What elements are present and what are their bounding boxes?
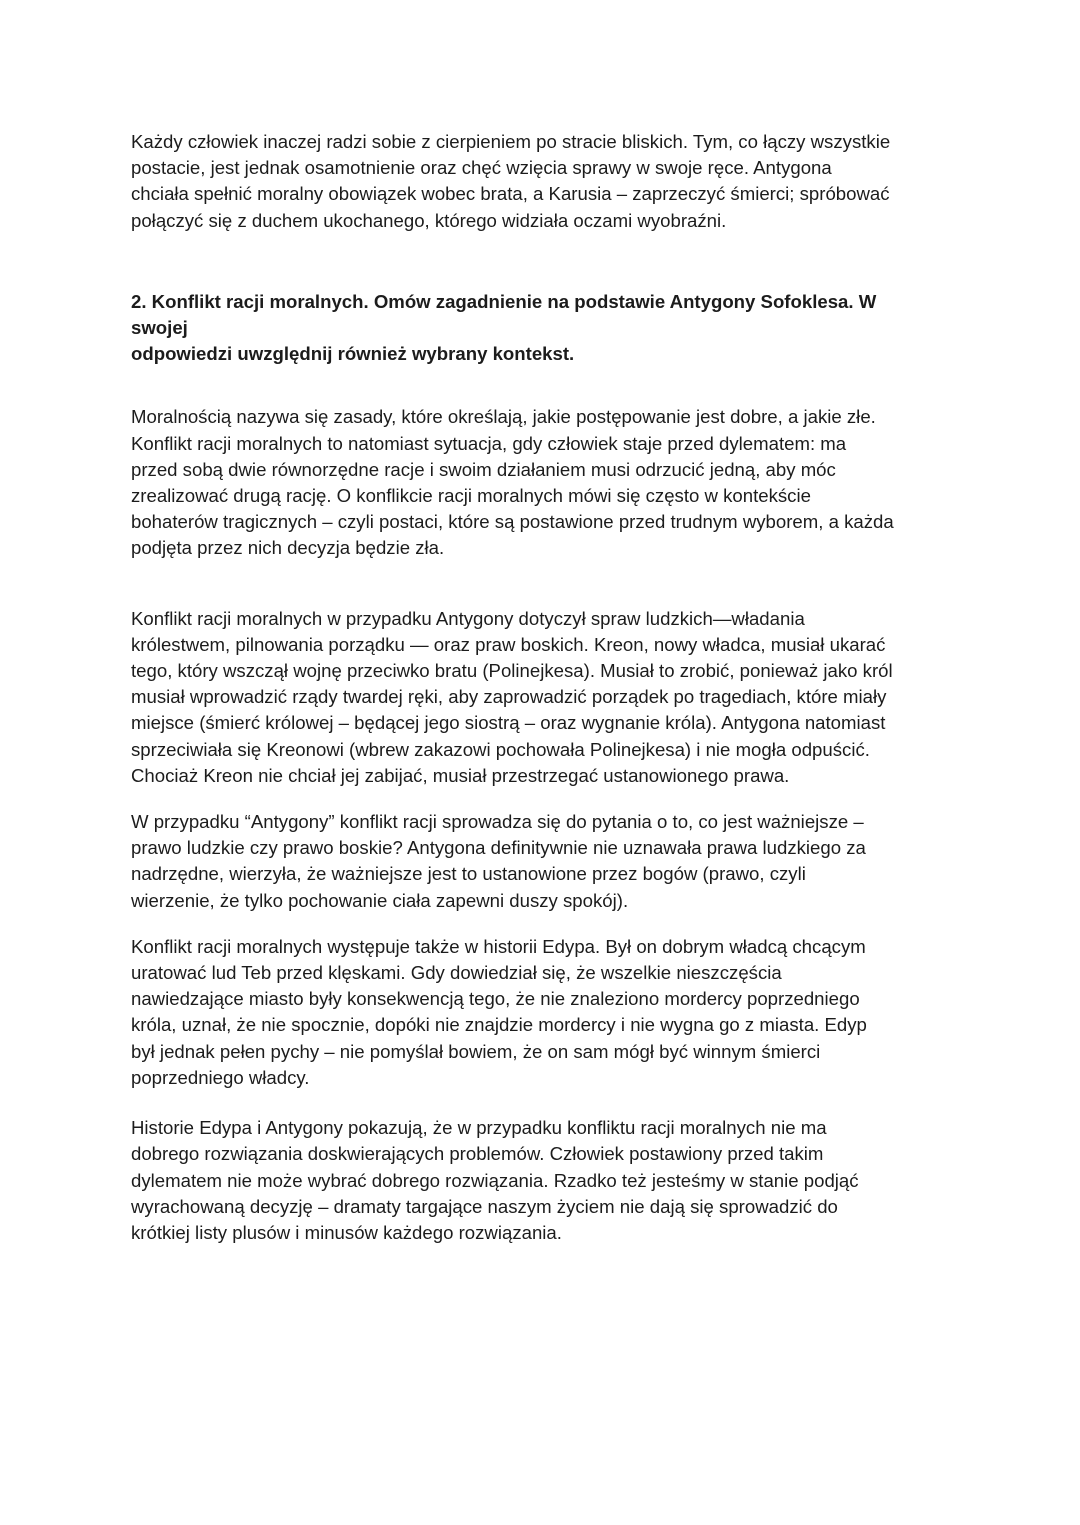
text-line: prawo ludzkie czy prawo boskie? Antygona definitywnie nie uznawała prawa ludzkiego za [131,837,866,859]
text-line: Każdy człowiek inaczej radzi sobie z cierpieniem po stracie bliskich. Tym, co łączy wszystkie [131,131,891,152]
text-line: tego, który wszczął wojnę przeciwko bratu (Polinejkesa). Musiał to zrobić, ponieważ jako król [131,660,893,682]
text-line: nawiedzające miasto były konsekwencją tego, że nie znaleziono mordercy poprzedniego [131,988,860,1010]
section-heading [131,289,961,368]
text-line: sprzeciwiała się Kreonowi (wbrew zakazowi pochowała Polinejkesa) i nie mogła odpuścić. [131,738,870,760]
text-line: bohaterów tragicznych – czyli postaci, które są postawione przed trudnym wyborem, a każda [131,511,894,533]
edyp-paragraph [131,934,961,1091]
text-line: połączyć się z duchem ukochanego, którego widziała oczami wyobraźni. [131,209,727,231]
text-line: postacie, jest jednak osamotnienie oraz chęć wzięcia sprawy w swoje ręce. Antygona [131,157,832,179]
text-line: królestwem, pilnowania porządku — oraz praw boskich. Kreon, nowy władca, musiał ukarać [131,633,886,655]
text-line: poprzedniego władcy. [131,1066,310,1088]
definition-paragraph [131,404,961,561]
conclusion-paragraph [131,1115,961,1246]
text-line: Historie Edypa i Antygony pokazują, że w przypadku konfliktu racji moralnych nie ma [131,1117,827,1139]
text-line: był jednak pełen pychy – nie pomyślał bowiem, że on sam mógł być winnym śmierci [131,1040,821,1062]
text-line: Konflikt racji moralnych występuje także w historii Edypa. Był on dobrym władcą chcącym [131,935,866,957]
text-line: przed sobą dwie równorzędne racje i swoim działaniem musi odrzucić jedną, aby móc [131,458,836,480]
document-body [131,129,961,1246]
heading-line: swojej [131,317,188,339]
text-line: zrealizować drugą rację. O konflikcie racji moralnych mówi się często w kontekście [131,485,811,507]
text-line: chciała spełnić moralny obowiązek wobec brata, a Karusia – zaprzeczyć śmierci; spróbować [131,183,890,205]
heading-line: odpowiedzi uwzględnij również wybrany kontekst. [131,343,575,365]
text-line: Konflikt racji moralnych to natomiast sytuacja, gdy człowiek staje przed dylematem: ma [131,432,847,454]
text-line: wierzenie, że tylko pochowanie ciała zapewni duszy spokój). [131,889,629,911]
text-line: Moralnością nazywa się zasady, które określają, jakie postępowanie jest dobre, a jakie złe. [131,406,876,428]
text-line: Chociaż Kreon nie chciał jej zabijać, musiał przestrzegać ustanowionego prawa. [131,764,790,786]
text-line: musiał wprowadzić rządy twardej ręki, aby zaprowadzić porządek po tragediach, które miały [131,686,887,708]
text-line: krótkiej listy plusów i minusów każdego rozwiązania. [131,1221,562,1243]
text-line: podjęta przez nich decyzja będzie zła. [131,537,445,559]
heading-line: 2. Konflikt racji moralnych. Omów zagadnienie na podstawie Antygony Sofoklesa. W [131,290,877,312]
text-line: uratować lud Teb przed klęskami. Gdy dowiedział się, że wszelkie nieszczęścia [131,962,782,984]
text-line: W przypadku “Antygony” konflikt racji sprowadza się do pytania o to, co jest ważniejsze – [131,811,864,833]
intro-paragraph [131,129,961,234]
text-line: dylematem nie może wybrać dobrego rozwiązania. Rzadko też jesteśmy w stanie podjąć [131,1169,859,1191]
text-line: nadrzędne, wierzyła, że ważniejsze jest to ustanowione przez bogów (prawo, czyli [131,863,806,885]
text-line: króla, uznał, że nie spocznie, dopóki nie znajdzie mordercy i nie wygna go z miasta. Edyp [131,1014,867,1036]
text-line: miejsce (śmierć królowej – będącej jego siostrą – oraz wygnanie króla). Antygona natomiast [131,712,886,734]
antygona-paragraph [131,606,961,789]
text-line: wyrachowaną decyzję – dramaty targające naszym życiem nie dają się sprowadzić do [131,1195,838,1217]
text-line: dobrego rozwiązania doskwierających problemów. Człowiek postawiony przed takim [131,1143,824,1165]
question-paragraph [131,809,961,914]
text-line: Konflikt racji moralnych w przypadku Antygony dotyczył spraw ludzkich—władania [131,607,805,629]
